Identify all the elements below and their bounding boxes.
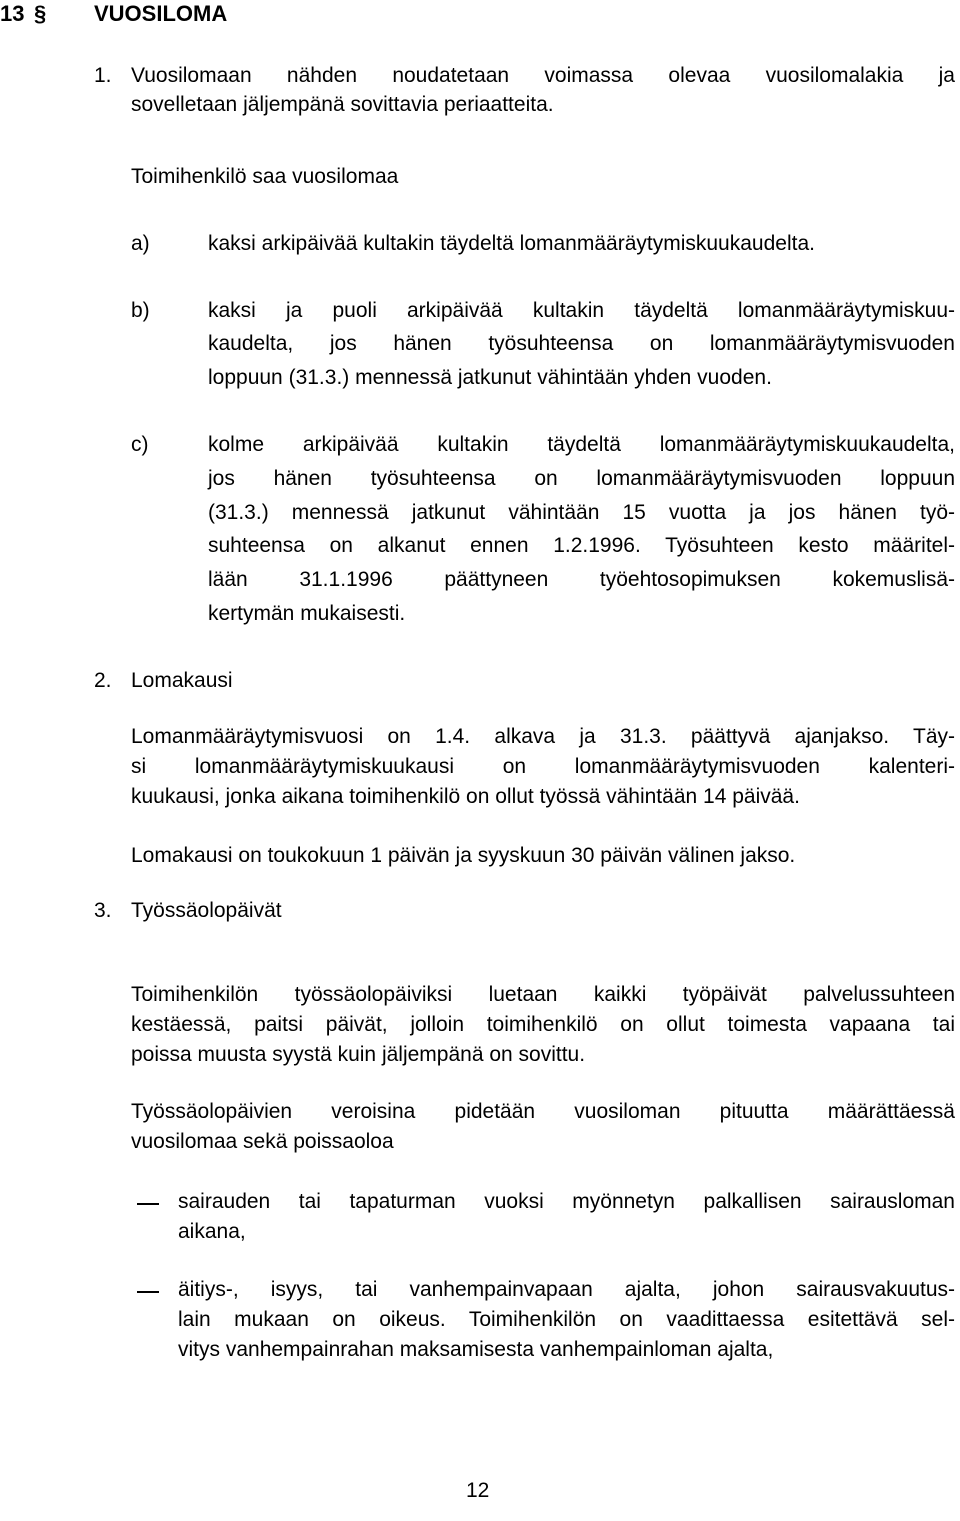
- s2-title: Lomakausi: [131, 669, 233, 692]
- bullet-2-line-3: vitys vanhempainrahan maksamisesta vanhempainloman ajalta,: [178, 1338, 774, 1361]
- s3-title: Työssäolopäivät: [131, 899, 282, 922]
- item-c-line-4: suhteensa on alkanut ennen 1.2.1996. Työsuhteen kesto määritel-: [208, 534, 955, 557]
- bullet-2-line-1: äitiys-, isyys, tai vanhempainvapaan ajalta, johon sairausvakuutus-: [178, 1278, 955, 1301]
- s3-number: 3.: [94, 899, 112, 922]
- bullet-1-line-1: sairauden tai tapaturman vuoksi myönnetyn palkallisen sairausloman: [178, 1190, 955, 1213]
- item-b-line-3: loppuun (31.3.) mennessä jatkunut vähintään yhden vuoden.: [208, 366, 772, 389]
- s2-p1-line-2: si lomanmääräytymiskuukausi on lomanmääräytymisvuoden kalenteri-: [131, 755, 955, 778]
- page-number: 12: [466, 1479, 490, 1502]
- item-c-line-1: kolme arkipäivää kultakin täydeltä lomanmääräytymiskuukaudelta,: [208, 433, 955, 456]
- bullet-dash: [137, 1291, 159, 1293]
- s3-p1-line-2: kestäessä, paitsi päivät, jolloin toimihenkilö on ollut toimesta vapaana tai: [131, 1013, 955, 1036]
- item-c-line-5: lään 31.1.1996 päättyneen työehtosopimuksen kokemuslisä-: [208, 568, 955, 591]
- s1-line-2: sovelletaan jäljempänä sovittavia periaatteita.: [131, 93, 554, 116]
- s2-p1-line-3: kuukausi, jonka aikana toimihenkilö on ollut työssä vähintään 14 päivää.: [131, 785, 800, 808]
- item-a-label: a): [131, 232, 150, 255]
- item-b-line-2: kaudelta, jos hänen työsuhteensa on lomanmääräytymisvuoden: [208, 332, 955, 355]
- s2-number: 2.: [94, 669, 112, 692]
- bullet-dash: [137, 1203, 159, 1205]
- item-c-line-3: (31.3.) mennessä jatkunut vähintään 15 vuotta ja jos hänen työ-: [208, 501, 955, 524]
- s1-number: 1.: [94, 64, 112, 87]
- s1-line-1: Vuosilomaan nähden noudatetaan voimassa olevaa vuosilomalakia ja: [131, 64, 955, 87]
- item-a-line-1: kaksi arkipäivää kultakin täydeltä lomanmääräytymiskuukaudelta.: [208, 232, 815, 255]
- s2-p2-line-1: Lomakausi on toukokuun 1 päivän ja syyskuun 30 päivän välinen jakso.: [131, 844, 796, 867]
- s3-p2-line-2: vuosilomaa sekä poissaoloa: [131, 1130, 394, 1153]
- item-b-label: b): [131, 299, 150, 322]
- s1-intro: Toimihenkilö saa vuosilomaa: [131, 165, 399, 188]
- section-number: 13: [0, 1, 25, 26]
- item-c-label: c): [131, 433, 149, 456]
- bullet-1-line-2: aikana,: [178, 1220, 246, 1243]
- s3-p1-line-1: Toimihenkilön työssäolopäiviksi luetaan kaikki työpäivät palvelussuhteen: [131, 983, 955, 1006]
- s3-p1-line-3: poissa muusta syystä kuin jäljempänä on sovittu.: [131, 1043, 586, 1066]
- s2-p1-line-1: Lomanmääräytymisvuosi on 1.4. alkava ja 31.3. päättyvä ajanjakso. Täy-: [131, 725, 955, 748]
- bullet-2-line-2: lain mukaan on oikeus. Toimihenkilön on vaadittaessa esitettävä sel-: [178, 1308, 955, 1331]
- item-b-line-1: kaksi ja puoli arkipäivää kultakin täydeltä lomanmääräytymiskuu-: [208, 299, 955, 322]
- section-sign: §: [34, 1, 47, 26]
- item-c-line-6: kertymän mukaisesti.: [208, 602, 406, 625]
- item-c-line-2: jos hänen työsuhteensa on lomanmääräytymisvuoden loppuun: [208, 467, 955, 490]
- s3-p2-line-1: Työssäolopäivien veroisina pidetään vuosiloman pituutta määrättäessä: [131, 1100, 955, 1123]
- page-title: VUOSILOMA: [94, 1, 228, 26]
